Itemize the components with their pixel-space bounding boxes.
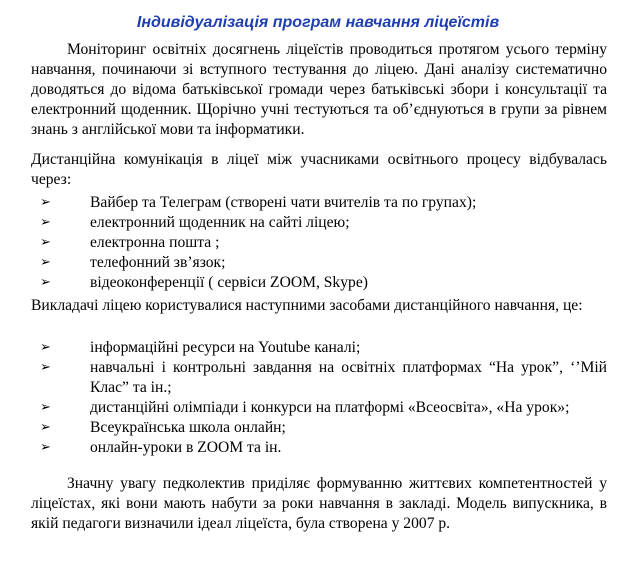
list-item-text: відеоконференції ( сервіси ZOOM, Skype): [90, 274, 368, 291]
list-item: [31, 213, 607, 233]
paragraph-distance-communication: Дистанційна комунікація в ліцеї між учасниками освітнього процесу відбувалась через:: [31, 151, 607, 188]
list-item-text: дистанційні олімпіади і конкурси на платформі «Всеосвіта», «На урок»;: [90, 399, 570, 416]
list-item: [31, 273, 607, 293]
list-item-text: навчальні і контрольні завдання на освітніх платформах “На урок”, ‘’Мій Клас” та ін.;: [90, 359, 607, 396]
arrow-bullet-icon: ➢: [40, 360, 51, 375]
arrow-bullet-icon: ➢: [40, 400, 51, 415]
list-item: [31, 253, 607, 273]
arrow-bullet-icon: ➢: [40, 340, 51, 355]
document-title: Індивідуалізація програм навчання ліцеїстів: [136, 14, 500, 31]
paragraph-life-competencies: Значну увагу педколектив приділяє формуванню життєвих компетентностей у ліцеїстах, які вони мають набути за роки навчання в закладі. Модель випускника, в якій педагоги визначили ідеал ліцеїста, була створена у 2007 р.: [31, 475, 607, 532]
arrow-bullet-icon: ➢: [40, 195, 51, 210]
list-item-text: електронний щоденник на сайті ліцею;: [90, 214, 350, 231]
list-item-text: Всеукраїнська школа онлайн;: [90, 419, 286, 436]
list-item-text: електронна пошта ;: [90, 234, 220, 251]
paragraph-monitoring: Моніторинг освітніх досягнень ліцеїстів проводиться протягом усього терміну навчання, починаючи зі вступного тестування до ліцею. Дані аналізу систематично доводяться до відома батьківської громади через батьківські збори і консультації та електронний щоденник. Щорічно учні тестуються та об’єднуються в групи за рівнем знань з англійської мови та інформатики.: [31, 41, 607, 138]
list-item-text: інформаційні ресурси на Youtube каналі;: [90, 339, 361, 356]
list-item: [31, 398, 607, 418]
list-item: [31, 193, 607, 213]
arrow-bullet-icon: ➢: [40, 440, 51, 455]
list-item: [31, 418, 607, 438]
arrow-bullet-icon: ➢: [40, 275, 51, 290]
list-item: [31, 233, 607, 253]
arrow-bullet-icon: ➢: [40, 420, 51, 435]
list-item: [31, 338, 607, 358]
list-item-text: телефонний зв’язок;: [90, 254, 226, 271]
communication-channels-list: [31, 193, 607, 293]
list-item-text: онлайн-уроки в ZOOM та ін.: [90, 439, 282, 456]
arrow-bullet-icon: ➢: [40, 235, 51, 250]
arrow-bullet-icon: ➢: [40, 215, 51, 230]
list-item: [31, 438, 607, 458]
distance-learning-tools-list: [31, 338, 607, 458]
list-item: [31, 358, 607, 398]
arrow-bullet-icon: ➢: [40, 255, 51, 270]
paragraph-teaching-tools: Викладачі ліцею користувалися наступними засобами дистанційного навчання, це:: [31, 297, 583, 314]
list-item-text: Вайбер та Телеграм (створені чати вчителів та по групах);: [90, 194, 477, 211]
